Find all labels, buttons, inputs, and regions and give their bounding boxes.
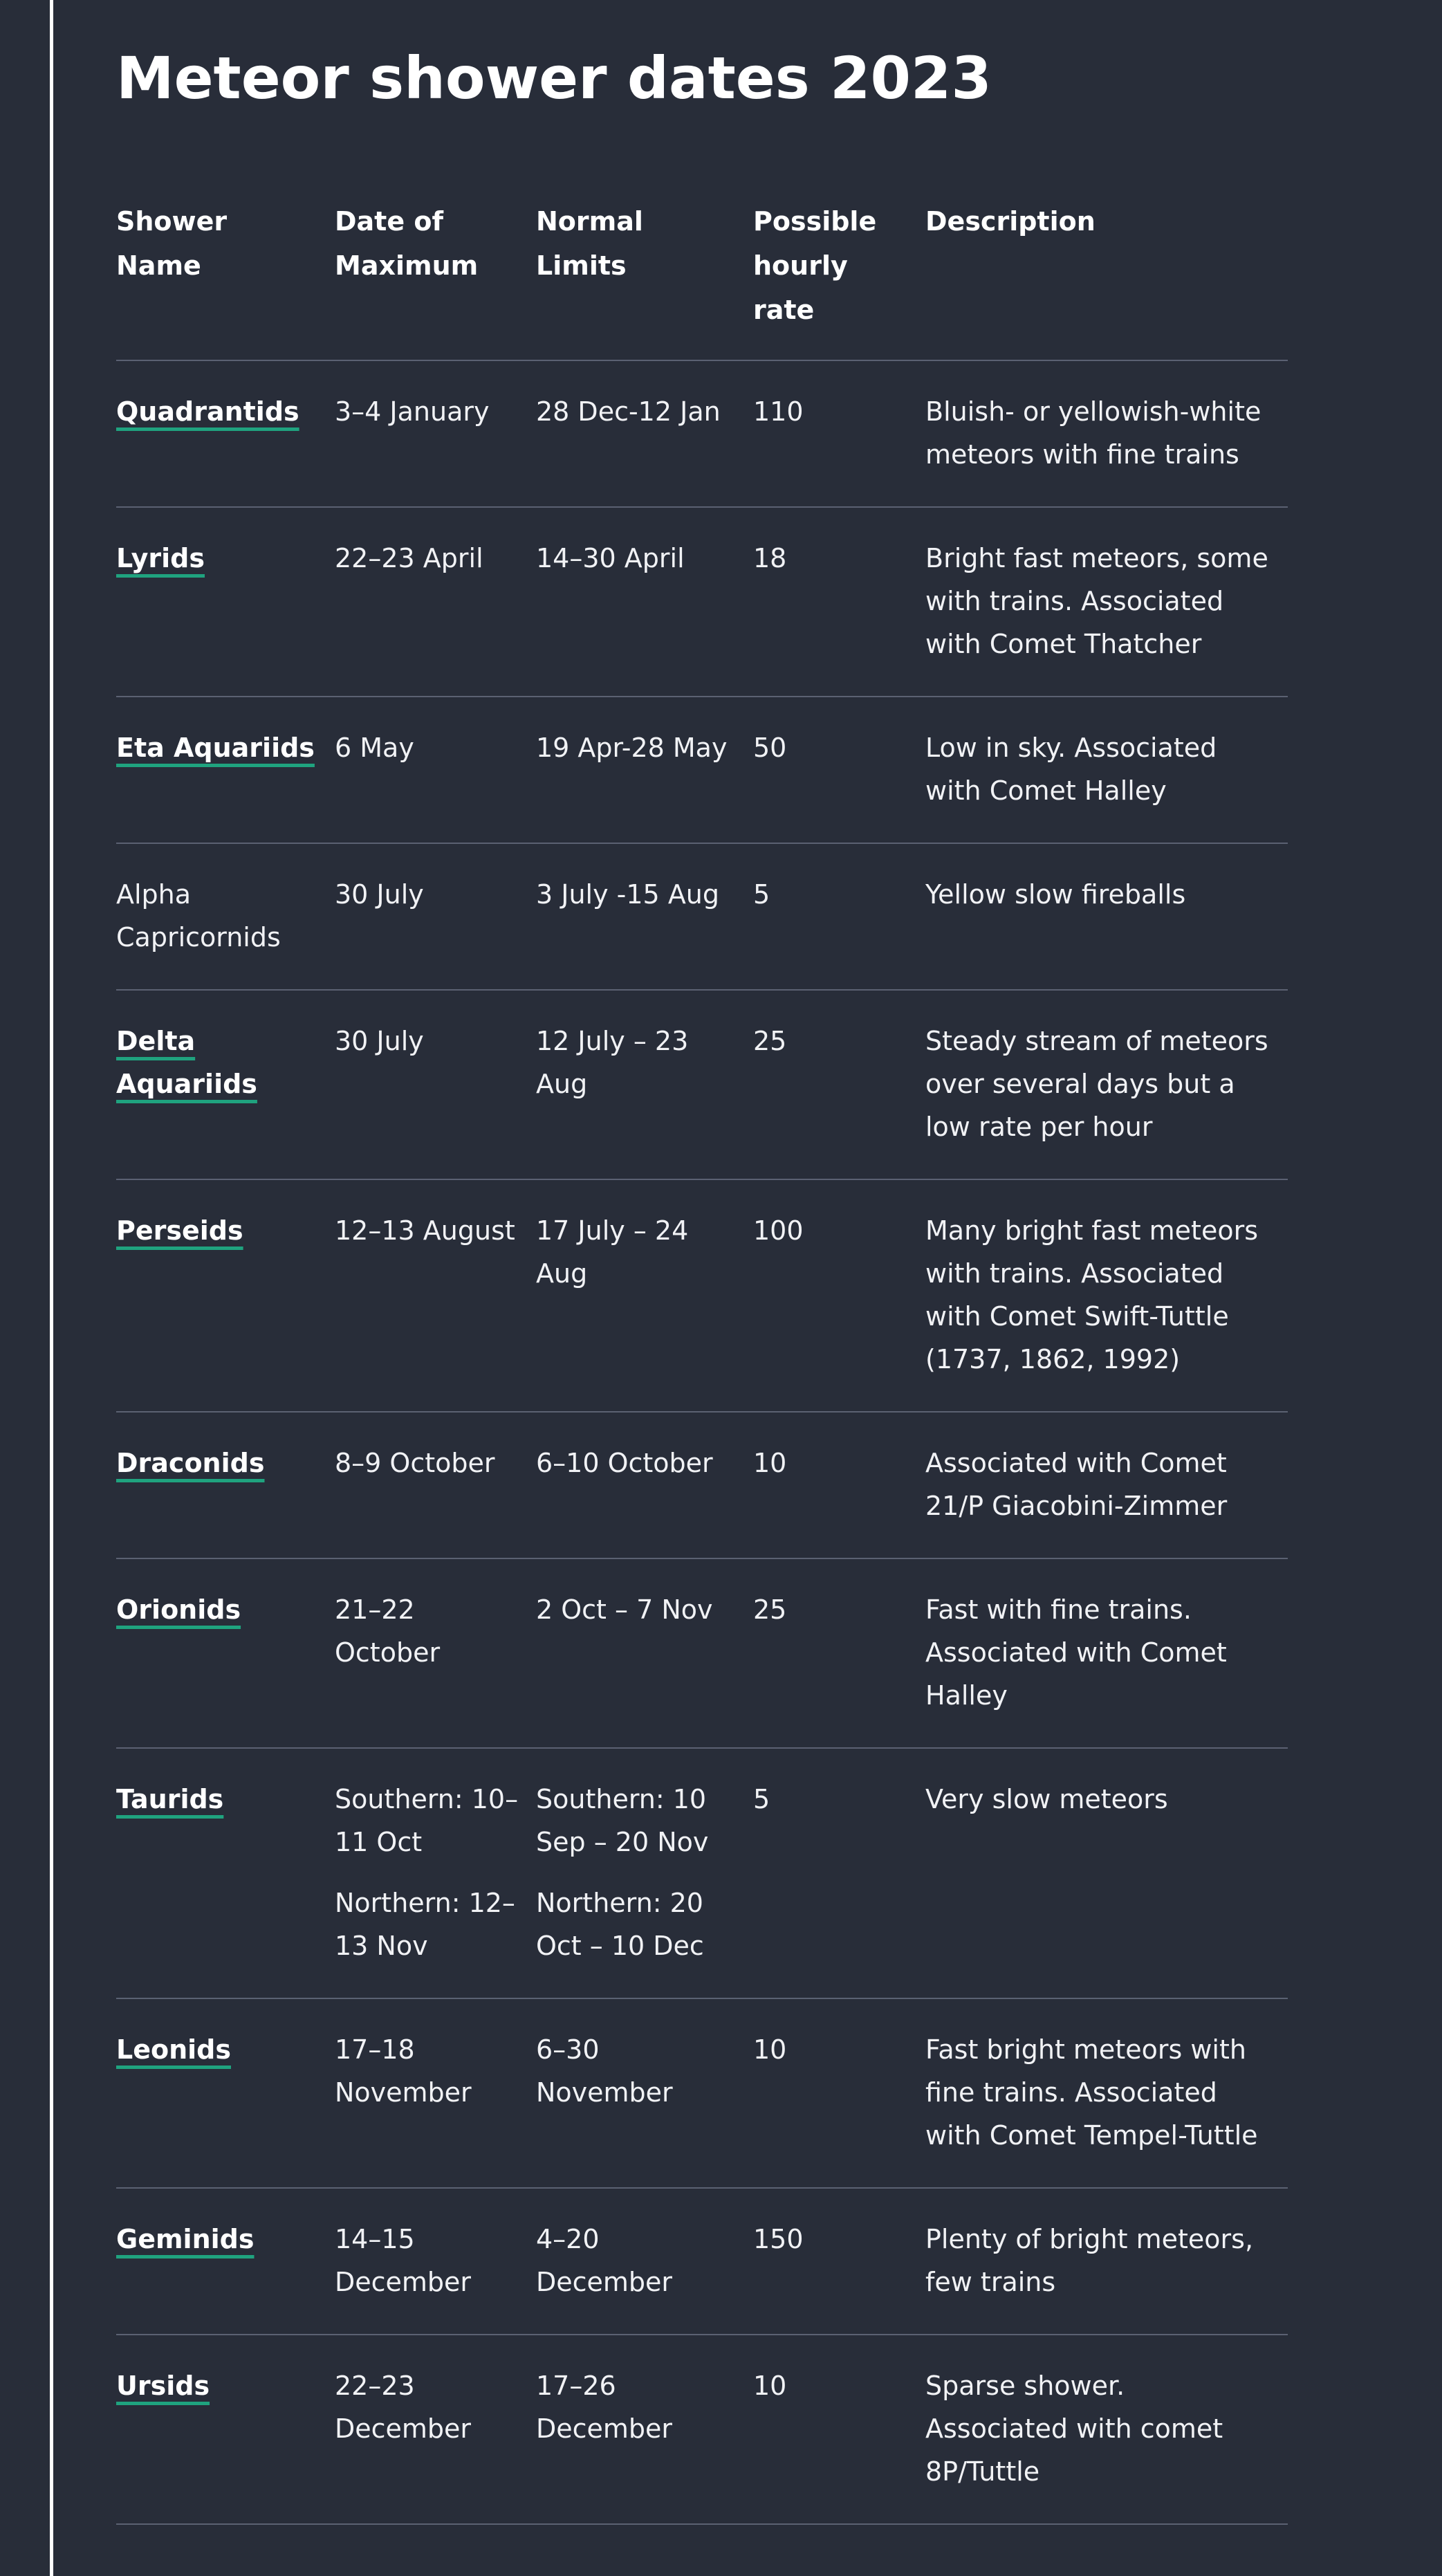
normal-limits-cell-text: 4–20 December bbox=[536, 2224, 673, 2297]
shower-name-cell bbox=[116, 2335, 335, 2524]
normal-limits-cell-text: Southern: 10 Sep – 20 Nov bbox=[536, 1784, 709, 1857]
shower-name-link[interactable]: Quadrantids bbox=[116, 396, 299, 427]
description-cell: Bright fast meteors, some with trains. Associated with Comet Thatcher bbox=[925, 507, 1288, 697]
header-shower-name: Shower Name bbox=[116, 199, 335, 360]
shower-name-link[interactable]: Lyrids bbox=[116, 543, 205, 573]
shower-name-link[interactable]: Perseids bbox=[116, 1215, 243, 1246]
normal-limits-cell-text: 2 Oct – 7 Nov bbox=[536, 1594, 713, 1625]
normal-limits-cell-text: 28 Dec-12 Jan bbox=[536, 396, 721, 427]
shower-name-cell bbox=[116, 843, 335, 990]
hourly-rate-cell: 10 bbox=[753, 2335, 925, 2524]
date-of-maximum-cell-text: 22–23 April bbox=[335, 543, 483, 573]
normal-limits-cell bbox=[536, 2335, 753, 2524]
meteor-shower-table bbox=[116, 199, 1288, 2525]
normal-limits-cell bbox=[536, 1558, 753, 1748]
normal-limits-cell bbox=[536, 1998, 753, 2188]
table-row bbox=[116, 1412, 1288, 1558]
date-of-maximum-cell-text: 3–4 January bbox=[335, 396, 490, 427]
hourly-rate-cell: 25 bbox=[753, 1558, 925, 1748]
hourly-rate-cell: 50 bbox=[753, 697, 925, 843]
table-row bbox=[116, 697, 1288, 843]
shower-name-cell bbox=[116, 1179, 335, 1412]
normal-limits-cell bbox=[536, 2188, 753, 2335]
normal-limits-cell bbox=[536, 507, 753, 697]
left-border-rule bbox=[50, 0, 53, 2576]
table-row bbox=[116, 507, 1288, 697]
normal-limits-cell bbox=[536, 843, 753, 990]
table-row bbox=[116, 1558, 1288, 1748]
normal-limits-cell-text: 12 July – 23 Aug bbox=[536, 1026, 689, 1099]
table-row bbox=[116, 990, 1288, 1179]
date-of-maximum-cell bbox=[335, 1558, 536, 1748]
header-description: Description bbox=[925, 199, 1288, 360]
shower-name-cell bbox=[116, 1412, 335, 1558]
description-cell: Yellow slow fireballs bbox=[925, 843, 1288, 990]
description-cell: Fast bright meteors with fine trains. Associated with Comet Tempel-Tuttle bbox=[925, 1998, 1288, 2188]
shower-name-link[interactable]: Orionids bbox=[116, 1594, 241, 1625]
date-of-maximum-cell bbox=[335, 1748, 536, 1998]
date-of-maximum-cell bbox=[335, 360, 536, 507]
normal-limits-cell-text: 6–10 October bbox=[536, 1448, 713, 1478]
description-cell: Plenty of bright meteors, few trains bbox=[925, 2188, 1288, 2335]
shower-name-link[interactable]: Eta Aquariids bbox=[116, 733, 315, 763]
hourly-rate-cell: 10 bbox=[753, 1412, 925, 1558]
hourly-rate-cell: 150 bbox=[753, 2188, 925, 2335]
table-row bbox=[116, 360, 1288, 507]
table-row bbox=[116, 1998, 1288, 2188]
normal-limits-cell bbox=[536, 990, 753, 1179]
description-cell: Steady stream of meteors over several days but a low rate per hour bbox=[925, 990, 1288, 1179]
shower-name-cell bbox=[116, 360, 335, 507]
normal-limits-cell-text: 17–26 December bbox=[536, 2371, 673, 2444]
date-of-maximum-cell-text: 30 July bbox=[335, 879, 424, 910]
normal-limits-cell bbox=[536, 1412, 753, 1558]
shower-name-text: Alpha Capricornids bbox=[116, 879, 281, 953]
hourly-rate-cell: 100 bbox=[753, 1179, 925, 1412]
hourly-rate-cell: 5 bbox=[753, 1748, 925, 1998]
date-of-maximum-cell-text: Northern: 12–13 Nov bbox=[335, 1888, 515, 1961]
main-content bbox=[116, 40, 1288, 2525]
date-of-maximum-cell bbox=[335, 990, 536, 1179]
hourly-rate-cell: 10 bbox=[753, 1998, 925, 2188]
table-row bbox=[116, 843, 1288, 990]
normal-limits-cell-text: 3 July -15 Aug bbox=[536, 879, 720, 910]
date-of-maximum-cell-text: Southern: 10–11 Oct bbox=[335, 1784, 519, 1857]
shower-name-link[interactable]: Draconids bbox=[116, 1448, 265, 1478]
description-cell: Many bright fast meteors with trains. Associated with Comet Swift-Tuttle (1737, 1862, 1992) bbox=[925, 1179, 1288, 1412]
date-of-maximum-cell-text: 12–13 August bbox=[335, 1215, 515, 1246]
table-row bbox=[116, 1748, 1288, 1998]
date-of-maximum-cell bbox=[335, 1179, 536, 1412]
date-of-maximum-cell-text: 21–22 October bbox=[335, 1594, 441, 1668]
normal-limits-cell bbox=[536, 360, 753, 507]
date-of-maximum-cell bbox=[335, 697, 536, 843]
shower-name-link[interactable]: Leonids bbox=[116, 2034, 231, 2065]
normal-limits-cell bbox=[536, 1748, 753, 1998]
normal-limits-cell-text: 17 July – 24 Aug bbox=[536, 1215, 689, 1289]
date-of-maximum-cell bbox=[335, 843, 536, 990]
shower-name-link[interactable]: Delta Aquariids bbox=[116, 1026, 257, 1099]
shower-name-cell bbox=[116, 1748, 335, 1998]
date-of-maximum-cell-text: 14–15 December bbox=[335, 2224, 472, 2297]
shower-name-cell bbox=[116, 1558, 335, 1748]
description-cell: Very slow meteors bbox=[925, 1748, 1288, 1998]
date-of-maximum-cell bbox=[335, 2188, 536, 2335]
shower-name-link[interactable]: Taurids bbox=[116, 1784, 224, 1814]
date-of-maximum-cell-text: 8–9 October bbox=[335, 1448, 495, 1478]
shower-name-cell bbox=[116, 990, 335, 1179]
normal-limits-cell bbox=[536, 1179, 753, 1412]
table-row bbox=[116, 2188, 1288, 2335]
shower-name-link[interactable]: Geminids bbox=[116, 2224, 255, 2254]
header-normal-limits: Normal Limits bbox=[536, 199, 753, 360]
normal-limits-cell bbox=[536, 697, 753, 843]
date-of-maximum-cell bbox=[335, 2335, 536, 2524]
header-hourly-rate: Possible hourly rate bbox=[753, 199, 925, 360]
description-cell: Fast with fine trains. Associated with Comet Halley bbox=[925, 1558, 1288, 1748]
date-of-maximum-cell-text: 17–18 November bbox=[335, 2034, 472, 2108]
date-of-maximum-cell bbox=[335, 1412, 536, 1558]
normal-limits-cell-text: 6–30 November bbox=[536, 2034, 673, 2108]
normal-limits-cell-text: Northern: 20 Oct – 10 Dec bbox=[536, 1888, 704, 1961]
hourly-rate-cell: 25 bbox=[753, 990, 925, 1179]
hourly-rate-cell: 5 bbox=[753, 843, 925, 990]
date-of-maximum-cell bbox=[335, 1998, 536, 2188]
description-cell: Bluish- or yellowish-white meteors with fine trains bbox=[925, 360, 1288, 507]
shower-name-cell bbox=[116, 507, 335, 697]
table-row bbox=[116, 2335, 1288, 2524]
description-cell: Associated with Comet 21/P Giacobini-Zimmer bbox=[925, 1412, 1288, 1558]
shower-name-cell bbox=[116, 1998, 335, 2188]
table-body bbox=[116, 360, 1288, 2524]
shower-name-cell bbox=[116, 697, 335, 843]
table-row bbox=[116, 1179, 1288, 1412]
normal-limits-cell-text: 14–30 April bbox=[536, 543, 685, 573]
table-header-row bbox=[116, 199, 1288, 360]
description-cell: Low in sky. Associated with Comet Halley bbox=[925, 697, 1288, 843]
description-cell: Sparse shower. Associated with comet 8P/Tuttle bbox=[925, 2335, 1288, 2524]
date-of-maximum-cell-text: 22–23 December bbox=[335, 2371, 472, 2444]
shower-name-cell bbox=[116, 2188, 335, 2335]
page-title: Meteor shower dates 2023 bbox=[116, 44, 992, 112]
hourly-rate-cell: 110 bbox=[753, 360, 925, 507]
hourly-rate-cell: 18 bbox=[753, 507, 925, 697]
shower-name-link[interactable]: Ursids bbox=[116, 2371, 210, 2401]
date-of-maximum-cell-text: 6 May bbox=[335, 733, 414, 763]
header-date-of-maximum: Date of Maximum bbox=[335, 199, 536, 360]
date-of-maximum-cell-text: 30 July bbox=[335, 1026, 424, 1056]
normal-limits-cell-text: 19 Apr-28 May bbox=[536, 733, 728, 763]
date-of-maximum-cell bbox=[335, 507, 536, 697]
